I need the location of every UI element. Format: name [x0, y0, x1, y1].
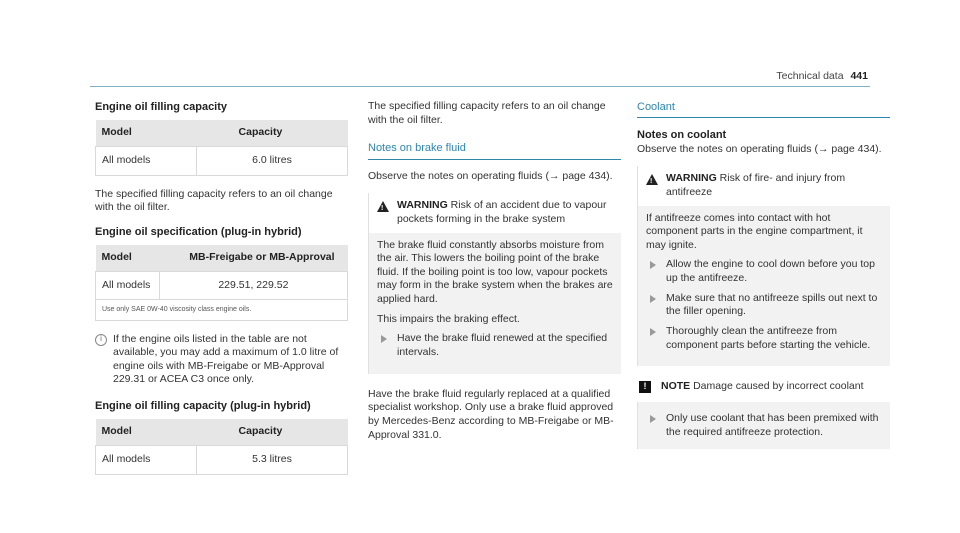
cell-model: All models	[96, 146, 197, 175]
warning-label: WARNING	[666, 172, 717, 185]
step-text: Allow the engine to cool down before you top up the antifreeze.	[666, 258, 875, 285]
col-header-model: Model	[96, 419, 197, 445]
step-text: Have the brake fluid renewed at the specified intervals.	[397, 332, 608, 358]
warning-icon: !	[646, 174, 658, 185]
col-header-approval: MB-Freigabe or MB-Approval	[159, 245, 347, 271]
column-left	[95, 100, 348, 487]
warning-text: Risk of fire- and injury from antifreeze	[666, 172, 846, 198]
cell-approval: 229.51, 229.52	[159, 271, 347, 300]
column-right	[637, 100, 890, 449]
step-text: Thoroughly clean the antifreeze from component parts before starting the vehicle.	[666, 325, 871, 351]
arrow-right-icon	[650, 295, 656, 303]
page-number: 441	[850, 70, 868, 82]
hybrid-capacity-table	[95, 419, 348, 474]
brake-fluid-heading: Notes on brake fluid	[368, 141, 621, 159]
action-step	[381, 332, 613, 359]
note-icon: !	[639, 381, 651, 393]
capacity-note: The specified filling capacity refers to an oil change with the oil filter.	[95, 187, 333, 214]
table-row	[96, 271, 348, 300]
brake-warning-box	[368, 193, 621, 373]
tip-block	[95, 333, 348, 388]
coolant-warning-box	[637, 166, 890, 366]
warning-label: WARNING	[397, 199, 448, 212]
warning-icon: !	[377, 201, 389, 212]
coolant-note	[637, 380, 890, 394]
action-step	[650, 258, 882, 285]
col-header-capacity: Capacity	[197, 120, 348, 146]
col-header-capacity: Capacity	[197, 419, 348, 445]
brake-replace-text: Have the brake fluid regularly replaced at a qualified specialist workshop. Only use a brake fluid approved by Mercedes-Benz according to MB-Freigabe or MB-Approval 331.0.	[368, 387, 614, 441]
oil-capacity-title: Engine oil filling capacity	[95, 101, 228, 113]
warning-paragraph: If antifreeze comes into contact with hot component parts in the engine compartment, it may ignite.	[646, 211, 863, 251]
oil-spec-table	[95, 245, 348, 320]
tip-text: If the engine oils listed in the table are not available, you may add a maximum of 1.0 litre of engine oils with MB-Freigabe or MB-Approval 229.31 or ACEA C3 once only.	[113, 332, 339, 386]
note-text: Damage caused by incorrect coolant	[693, 380, 864, 393]
header-rule	[90, 86, 870, 87]
coolant-notes-title: Notes on coolant	[637, 129, 727, 142]
note-steps	[637, 402, 890, 449]
warning-text: Risk of an accident due to vapour pockets forming in the brake system	[397, 199, 607, 225]
brake-observe-text: Observe the notes on operating fluids (→ page 434).	[368, 169, 613, 182]
info-icon: i	[95, 334, 107, 346]
coolant-observe-text: Observe the notes on operating fluids (→ page 434).	[637, 142, 882, 155]
action-step	[650, 292, 882, 319]
table-row	[96, 300, 348, 320]
arrow-right-icon	[381, 335, 387, 343]
note-label: NOTE	[661, 380, 691, 393]
warning-header	[369, 193, 621, 232]
running-header	[776, 70, 868, 84]
capacity-note: The specified filling capacity refers to an oil change with the oil filter.	[368, 100, 606, 126]
hybrid-capacity-title: Engine oil filling capacity (plug-in hybrid)	[95, 400, 311, 413]
arrow-right-icon	[650, 328, 656, 336]
step-text: Only use coolant that has been premixed with the required antifreeze protection.	[666, 411, 879, 438]
viscosity-note: Use only SAE 0W-40 viscosity class engine oils.	[96, 300, 348, 320]
arrow-right-icon	[650, 261, 656, 269]
arrow-right-icon	[650, 415, 656, 423]
cell-capacity: 6.0 litres	[197, 146, 348, 175]
warning-paragraph: This impairs the braking effect.	[377, 312, 520, 325]
col-header-model: Model	[96, 120, 197, 146]
oil-spec-title: Engine oil specification (plug-in hybrid)	[95, 225, 302, 238]
coolant-heading: Coolant	[637, 100, 890, 118]
warning-header	[638, 166, 890, 205]
table-row	[96, 146, 348, 175]
cell-model: All models	[96, 446, 197, 475]
cell-model: All models	[96, 271, 160, 300]
table-row	[96, 446, 348, 475]
cell-capacity: 5.3 litres	[197, 446, 348, 475]
action-step	[650, 412, 882, 439]
column-middle	[368, 100, 621, 452]
step-text: Make sure that no antifreeze spills out next to the filler opening.	[666, 291, 878, 318]
action-step	[650, 325, 882, 352]
section-title: Technical data	[776, 70, 844, 82]
warning-body	[638, 206, 890, 367]
warning-body	[369, 233, 621, 374]
warning-paragraph: The brake fluid constantly absorbs moisture from the air. This lowers the boiling point of the brake fluid. If the boiling point is too low, vapour pockets may form in the brake system when the brakes are applied hard.	[377, 238, 613, 306]
col-header-model: Model	[96, 245, 160, 271]
oil-capacity-table	[95, 120, 348, 175]
